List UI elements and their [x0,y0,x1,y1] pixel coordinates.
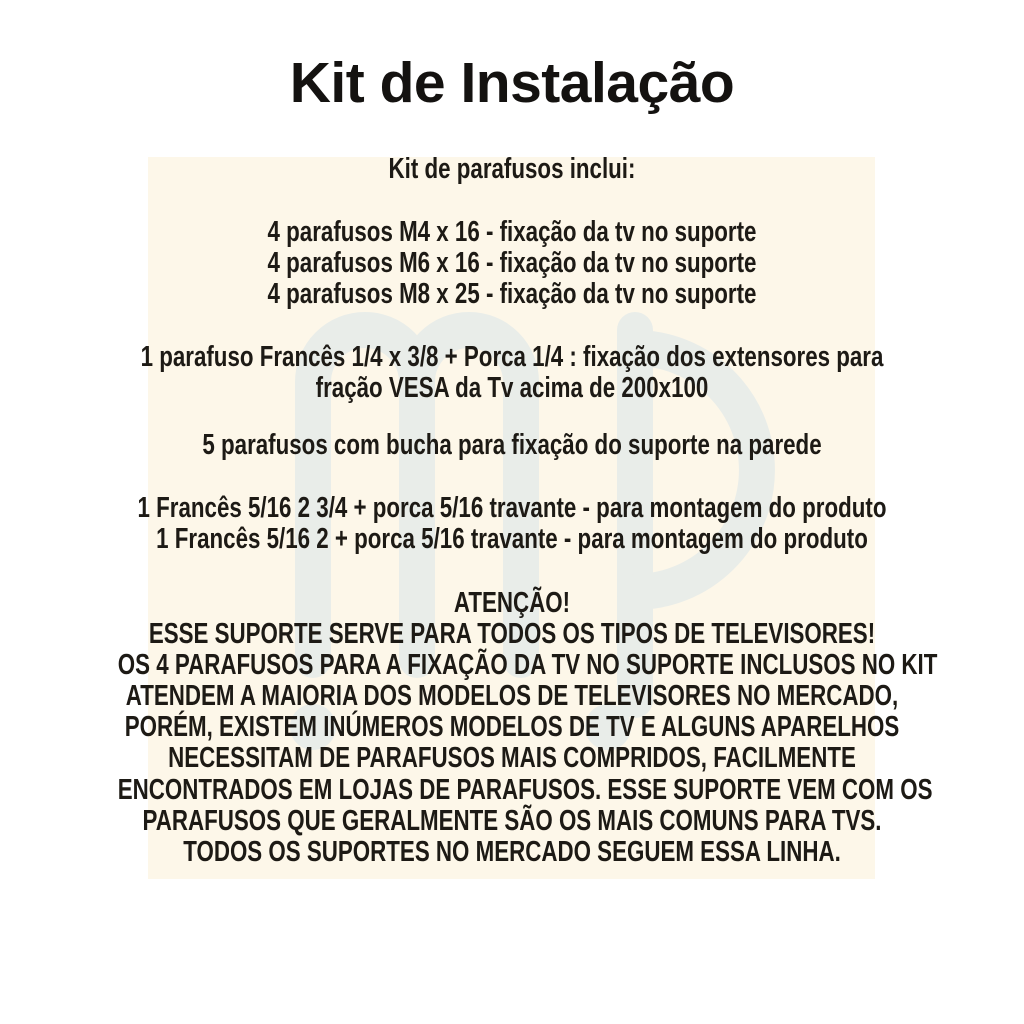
text-line: 1 parafuso Francês 1/4 x 3/8 + Porca 1/4 : fixação dos extensores para [140,341,884,373]
text-line: Kit de parafusos inclui: [388,153,636,185]
attention-notice [117,587,938,868]
text-line: 1 Francês 5/16 2 + porca 5/16 travante - para montagem do produto [156,523,868,556]
text-line: 5 parafusos com bucha para fixação do suporte na parede [202,429,822,461]
screws-include-heading [118,154,906,185]
text-line: 4 parafusos M4 x 16 - fixação da tv no suporte [267,216,757,248]
content-text-block [117,0,938,1024]
text-line: PORÉM, EXISTEM INÚMEROS MODELOS DE TV E ALGUNS APARELHOS [124,711,900,744]
page-title: Kit de Instalação [289,51,735,115]
text-line: fração VESA da Tv acima de 200x100 [315,372,709,405]
text-line: 4 parafusos M6 x 16 - fixação da tv no suporte [267,247,757,280]
product-assembly-screws [118,493,906,555]
text-line: ESSE SUPORTE SERVE PARA TODOS OS TIPOS DE TELEVISORES! [148,618,876,651]
text-line: NECESSITAM DE PARAFUSOS MAIS COMPRIDOS, FACILMENTE [168,742,856,775]
text-line: OS 4 PARAFUSOS PARA A FIXAÇÃO DA TV NO SUPORTE INCLUSOS NO KIT [117,649,938,682]
text-line: 4 parafusos M8 x 25 - fixação da tv no suporte [267,278,757,311]
wall-plugs [118,430,906,461]
text-line: ATENDEM A MAIORIA DOS MODELOS DE TELEVISORES NO MERCADO, [125,680,899,713]
tv-screws-list [118,217,906,310]
text-line: ENCONTRADOS EM LOJAS DE PARAFUSOS. ESSE SUPORTE VEM COM OS [117,773,933,806]
text-line: ATENÇÃO! [453,587,571,619]
text-line: TODOS OS SUPORTES NO MERCADO SEGUEM ESSA LINHA. [183,835,841,868]
french-screw-extensors [118,342,906,404]
text-line: 1 Francês 5/16 2 3/4 + porca 5/16 travante - para montagem do produto [137,492,887,524]
text-line: PARAFUSOS QUE GERALMENTE SÃO OS MAIS COMUNS PARA TVS. [142,804,882,837]
